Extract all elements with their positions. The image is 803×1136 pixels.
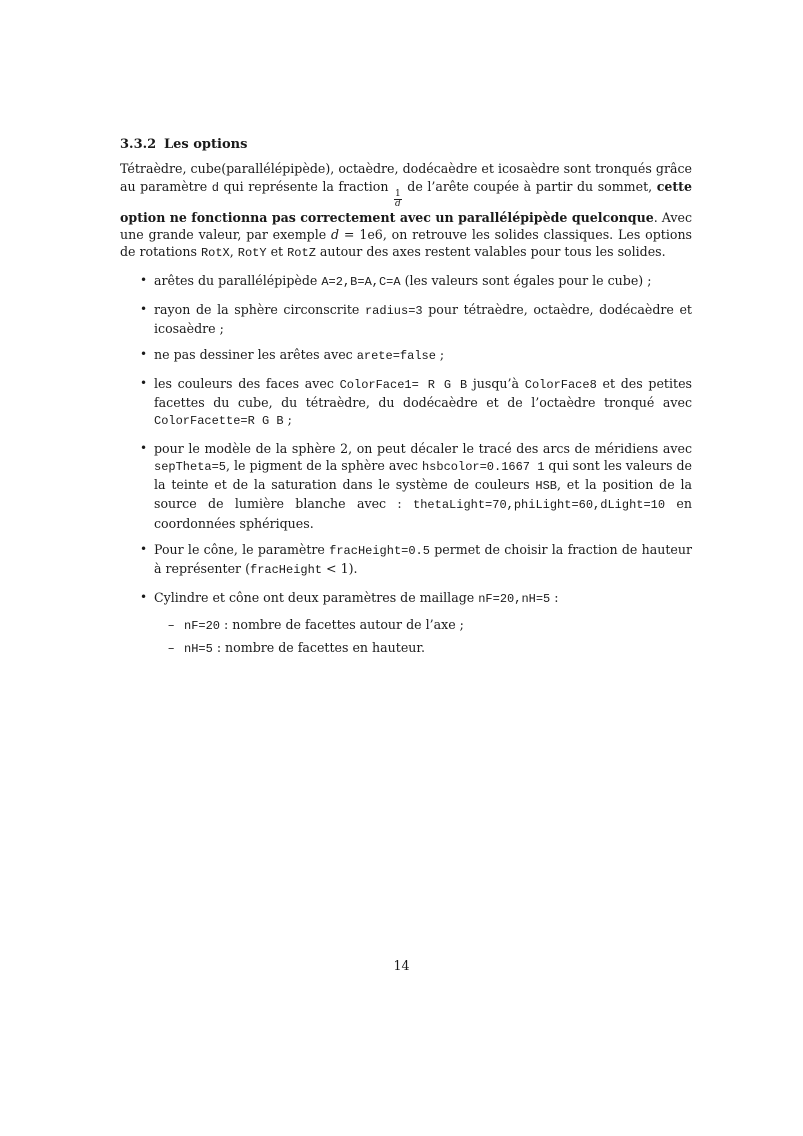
sub-item-code: nH=5	[184, 642, 213, 657]
intro-text: . Avec une grande valeur, par exemple	[120, 209, 692, 242]
item-code: arete=false	[356, 349, 436, 364]
item-text: Pour le cône, le paramètre	[154, 542, 330, 558]
page-number: 14	[393, 958, 410, 973]
item-text: < 1).	[322, 561, 358, 577]
fraction-denominator: d	[394, 198, 401, 209]
fraction-numerator: 1	[395, 188, 401, 199]
item-text: ;	[283, 412, 292, 428]
intro-text: autour des axes restent valables pour tous les solides.	[315, 244, 666, 260]
intro-text: ,	[229, 244, 238, 260]
dash-icon: –	[168, 616, 175, 632]
intro-paragraph	[120, 160, 692, 262]
code-rotx: RotX	[200, 246, 230, 261]
item-text: (les valeurs sont égales pour le cube) ;	[400, 273, 652, 289]
item-text: rayon de la sphère circonscrite	[154, 301, 365, 317]
item-text: :	[550, 589, 559, 605]
item-text: arêtes du parallélépipède	[154, 273, 322, 289]
sub-item-text: : nombre de facettes en hauteur.	[212, 640, 426, 656]
section-heading	[120, 136, 692, 153]
item-code: ColorFace1= R G B	[339, 377, 468, 392]
item-text: pour tétraèdre, octaèdre, dodécaèdre et icosaèdre ;	[154, 301, 692, 337]
intro-text: , on retrouve les solides classiques. Les options de rotations	[120, 226, 693, 260]
intro-text: qui représente la fraction	[218, 178, 393, 194]
item-text: , le pigment de la sphère avec	[226, 457, 422, 473]
list-item	[120, 272, 692, 291]
item-text: permet de choisir la fraction de hauteur à représenter (	[154, 542, 692, 577]
bullet-icon: •	[140, 301, 148, 316]
item-code: nF=20,nH=5	[478, 591, 551, 606]
bullet-icon: •	[140, 273, 148, 288]
fraction-1-over-d	[394, 190, 402, 209]
item-text: en coordonnées sphériques.	[154, 496, 692, 531]
list-item	[120, 301, 692, 338]
item-text: ;	[435, 347, 445, 363]
sub-item-code: nF=20	[184, 618, 221, 633]
math-value: = 1e6	[339, 226, 383, 242]
list-item	[120, 589, 692, 659]
page-content	[120, 136, 692, 668]
item-text: Cylindre et cône ont deux paramètres de maillage	[154, 589, 479, 605]
item-code: sepTheta=5	[154, 459, 227, 474]
item-code: ColorFace8	[524, 377, 597, 392]
sub-list-item	[154, 616, 692, 635]
code-roty: RotY	[237, 246, 267, 261]
sub-list-item	[154, 639, 692, 658]
item-text: qui sont les valeurs de la teinte et de la saturation dans le système de couleurs	[154, 457, 692, 493]
intro-text: Tétraèdre, cube(parallélépipède), octaèdre, dodécaèdre et icosaèdre sont tronqués grâce au paramètre	[120, 161, 692, 194]
item-text: les couleurs des faces avec	[154, 375, 340, 391]
bullet-icon: •	[140, 347, 148, 362]
item-text: jusqu’à	[467, 375, 525, 391]
intro-text: et	[266, 244, 288, 260]
item-code: ColorFacette=R G B	[154, 414, 284, 429]
bullet-icon: •	[140, 375, 148, 390]
item-text: ne pas dessiner les arêtes avec	[154, 347, 357, 363]
options-list	[120, 272, 692, 658]
intro-warning-bold: cette option ne fonctionna pas correctement avec un parallélépipède quelconque	[120, 178, 693, 225]
intro-text: de l’arête coupée à partir du sommet,	[402, 178, 657, 194]
bullet-icon: •	[140, 589, 148, 604]
list-item	[120, 375, 692, 431]
item-code: HSB	[535, 479, 557, 494]
code-d: d	[211, 180, 219, 195]
item-text: pour le modèle de la sphère 2, on peut décaler le tracé des arcs de méridiens avec	[154, 440, 692, 456]
section-title: Les options	[164, 137, 248, 152]
item-text: et des petites facettes du cube, du tétraèdre, du dodécaèdre et de l’octaèdre tronqué avec	[154, 375, 693, 410]
item-code: radius=3	[364, 303, 423, 318]
item-text: , et la position de la source de lumière blanche avec :	[154, 477, 692, 512]
math-d: d	[331, 226, 340, 242]
item-code: fracHeight	[250, 563, 323, 578]
section-number: 3.3.2	[120, 137, 157, 152]
item-code: hsbcolor=0.1667 1	[421, 459, 545, 474]
item-code: A=2,B=A,C=A	[321, 275, 401, 290]
mesh-sublist	[154, 616, 692, 659]
dash-icon: –	[168, 640, 175, 656]
list-item	[120, 440, 692, 532]
sub-item-text: : nombre de facettes autour de l’axe ;	[220, 616, 464, 632]
bullet-icon: •	[140, 440, 148, 455]
list-item	[120, 346, 692, 365]
list-item	[120, 541, 692, 580]
bullet-icon: •	[140, 542, 148, 557]
item-code: thetaLight=70,phiLight=60,dLight=10	[413, 498, 666, 513]
code-rotz: RotZ	[287, 246, 316, 261]
item-code: fracHeight=0.5	[329, 544, 430, 559]
